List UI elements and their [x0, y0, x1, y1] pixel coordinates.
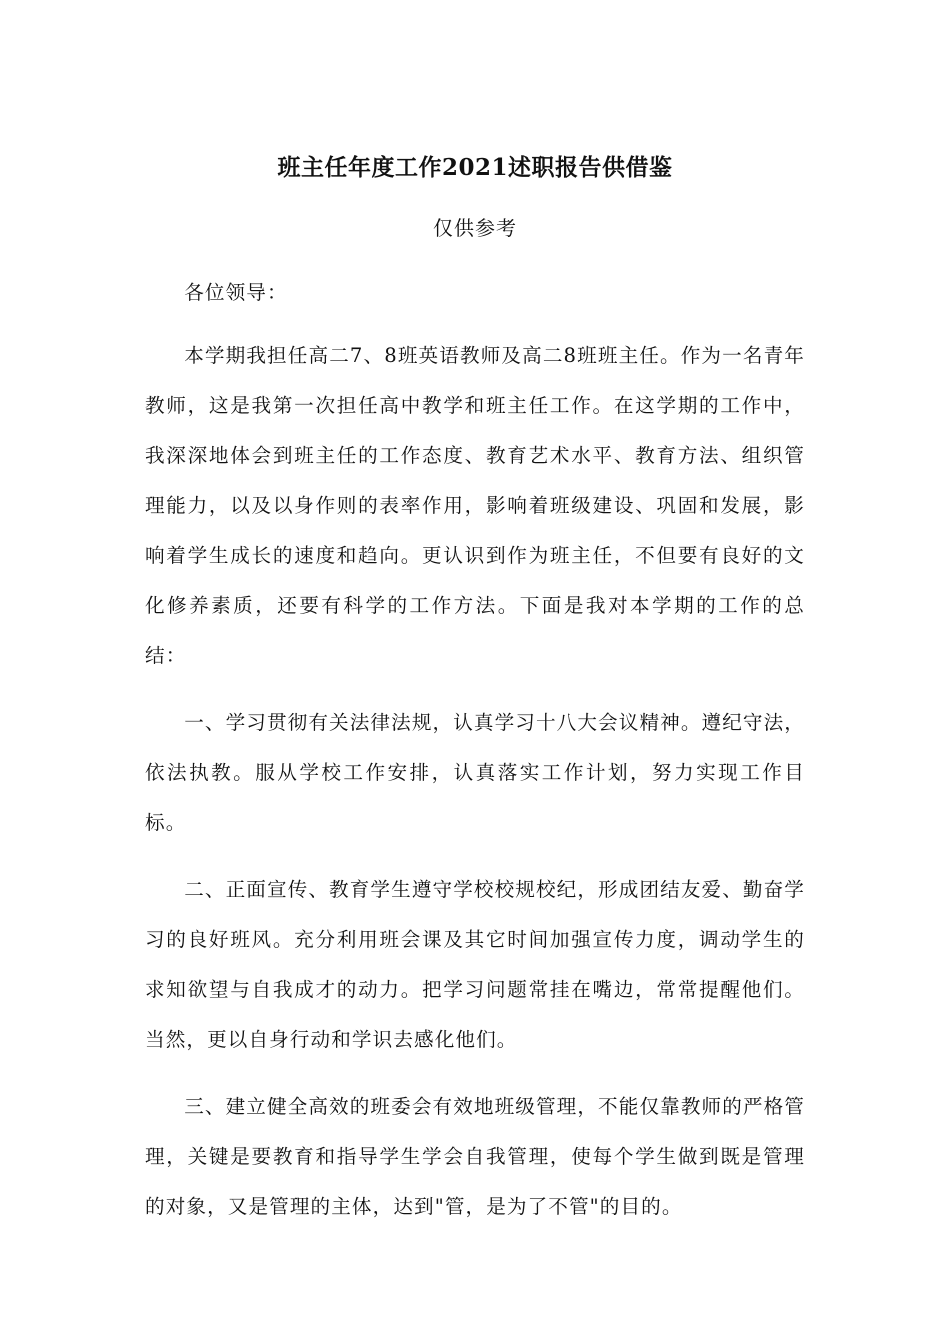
section-two-paragraph: 二、正面宣传、教育学生遵守学校校规校纪，形成团结友爱、勤奋学习的良好班风。充分利用班会课及其它时间加强宣传力度，调动学生的求知欲望与自我成才的动力。把学习问题常挂在嘴边，常常提醒他们。当然，更以自身行动和学识去感化他们。 [145, 878, 805, 1051]
section-one-paragraph: 一、学习贯彻有关法律法规，认真学习十八大会议精神。遵纪守法，依法执教。服从学校工作安排，认真落实工作计划，努力实现工作目标。 [145, 711, 805, 834]
salutation-paragraph: 各位领导： [184, 281, 288, 304]
intro-paragraph: 本学期我担任高二7、8班英语教师及高二8班班主任。作为一名青年教师，这是我第一次担任高中教学和班主任工作。在这学期的工作中，我深深地体会到班主任的工作态度、教育艺术水平、教育方法、组织管理能力，以及以身作则的表率作用，影响着班级建设、巩固和发展，影响着学生成长的速度和趋向。更认识到作为班主任，不但要有良好的文化修养素质，还要有科学的工作方法。下面是我对本学期的工作的总结： [145, 344, 805, 667]
document-title: 班主任年度工作2021述职报告供借鉴 [277, 154, 673, 181]
document-subtitle: 仅供参考 [433, 216, 517, 240]
document-body [145, 268, 805, 1249]
section-three-paragraph: 三、建立健全高效的班委会有效地班级管理，不能仅靠教师的严格管理，关键是要教育和指导学生学会自我管理，使每个学生做到既是管理的对象，又是管理的主体，达到"管，是为了不管"的目的。 [145, 1095, 805, 1218]
